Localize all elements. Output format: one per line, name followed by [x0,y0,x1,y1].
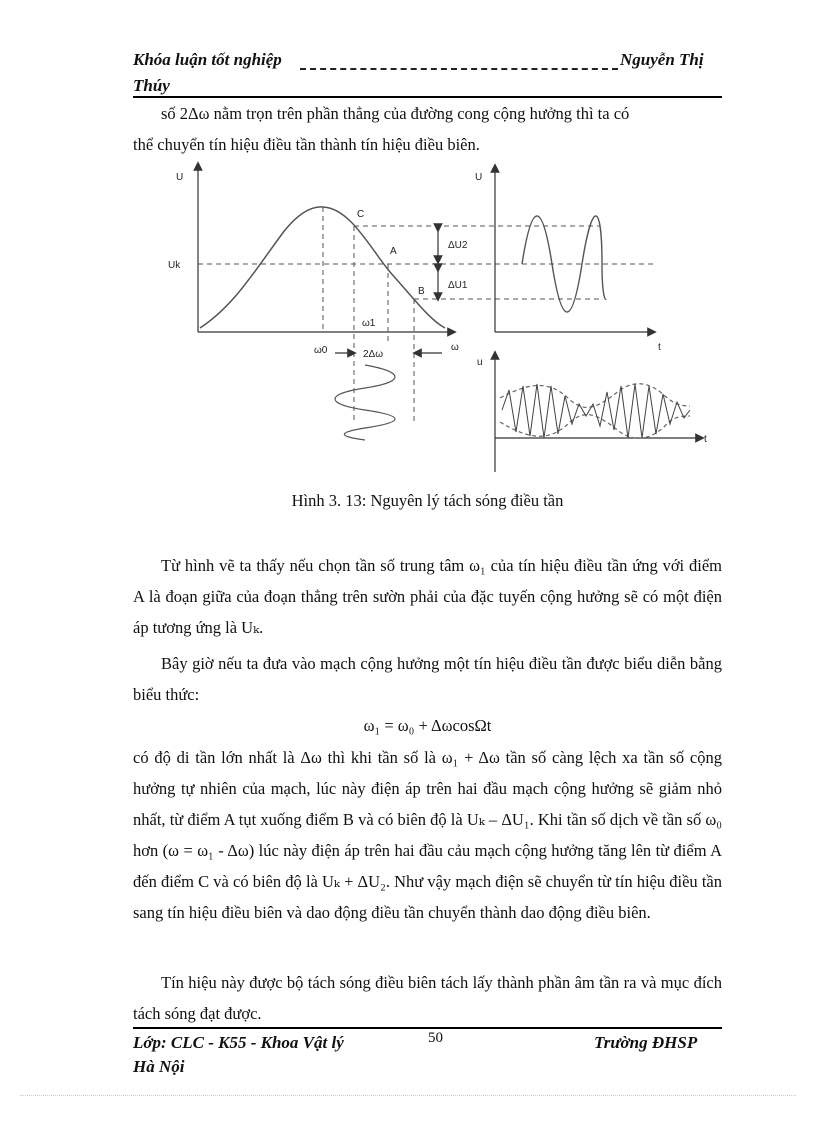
label-t-bottom: t [704,434,707,445]
label-c: C [357,209,365,220]
paragraph-2: Bây giờ nếu ta đưa vào mạch cộng hưởng một tín hiệu điều tần được biểu diễn bằng biểu thức: [133,654,722,704]
header-right-continued: Thúy [133,76,170,95]
intro-line-2: thể chuyển tín hiệu điều tần thành tín hiệu điều biên. [133,135,480,154]
footer-rule [133,1027,722,1029]
header-left: Khóa luận tốt nghiệp [133,50,282,69]
label-du1: ΔU1 [448,280,468,291]
label-uk: Uk [168,260,181,271]
label-b: B [418,286,425,297]
header-dashed-rule [300,68,618,70]
formula: ω₁ = ω₀ + ΔωcosΩt [363,716,492,735]
footer-left: Lớp: CLC - K55 - Khoa Vật lý [133,1033,344,1052]
paragraph-1: Từ hình vẽ ta thấy nếu chọn tần số trung tâm ω₁ của tín hiệu điều tần ứng với điểm A là đoạn giữa của đoạn thẳng trên sườn phải của đặc tuyến cộng hưởng sẽ có một điện áp tương ứng là Uₖ. [133,556,722,637]
fm-detection-figure [160,160,720,480]
header-right: Nguyễn Thị [620,50,704,69]
label-omega1: ω1 [362,318,376,329]
footer-left-continued: Hà Nội [133,1057,185,1076]
label-two-domega: 2Δω [363,349,384,360]
label-u-right-bottom: u [477,357,483,368]
label-u-right-top: U [475,172,483,183]
paragraph-3: có độ di tần lớn nhất là Δω thì khi tần số là ω₁ + Δω tần số càng lệch xa tần số cộng hưởng tự nhiên của mạch, lúc này điện áp trên hai đầu mạch cộng hưởng sẽ giảm nhỏ nhất, từ điểm A tụt xuống điểm B và có biên độ là Uₖ – ΔU₁. Khi tần số dịch về tần số ω₀ hơn (ω = ω₁ - Δω) lúc này điện áp trên hai đầu cảu mạch cộng hưởng tăng lên từ điểm A đến điểm C và có biên độ là Uₖ + ΔU₂. Như vậy mạch điện sẽ chuyển từ tín hiệu điều tần sang tín hiệu điều biên và dao động điều tần chuyển thành dao động điều biên. [133,748,722,922]
label-t-top: t [658,342,661,353]
label-a: A [390,246,397,257]
am-carrier-wave [502,384,690,438]
fm-input-wave [335,365,395,440]
paragraph-4: Tín hiệu này được bộ tách sóng điều biên tách lấy thành phần âm tần ra và mục đích tách sóng đạt được. [133,973,722,1023]
label-omega0: ω0 [314,345,328,356]
page-number: 50 [428,1030,443,1046]
bottom-dotted-rule [20,1095,796,1096]
label-du2: ΔU2 [448,240,468,251]
label-u-left: U [176,172,184,183]
footer-right: Trường ĐHSP [594,1033,698,1052]
label-omega: ω [451,342,459,353]
intro-line-1: số 2Δω nằm trọn trên phần thẳng của đường cong cộng hưởng thì ta có [161,104,630,123]
figure-caption: Hình 3. 13: Nguyên lý tách sóng điều tần [291,491,564,510]
